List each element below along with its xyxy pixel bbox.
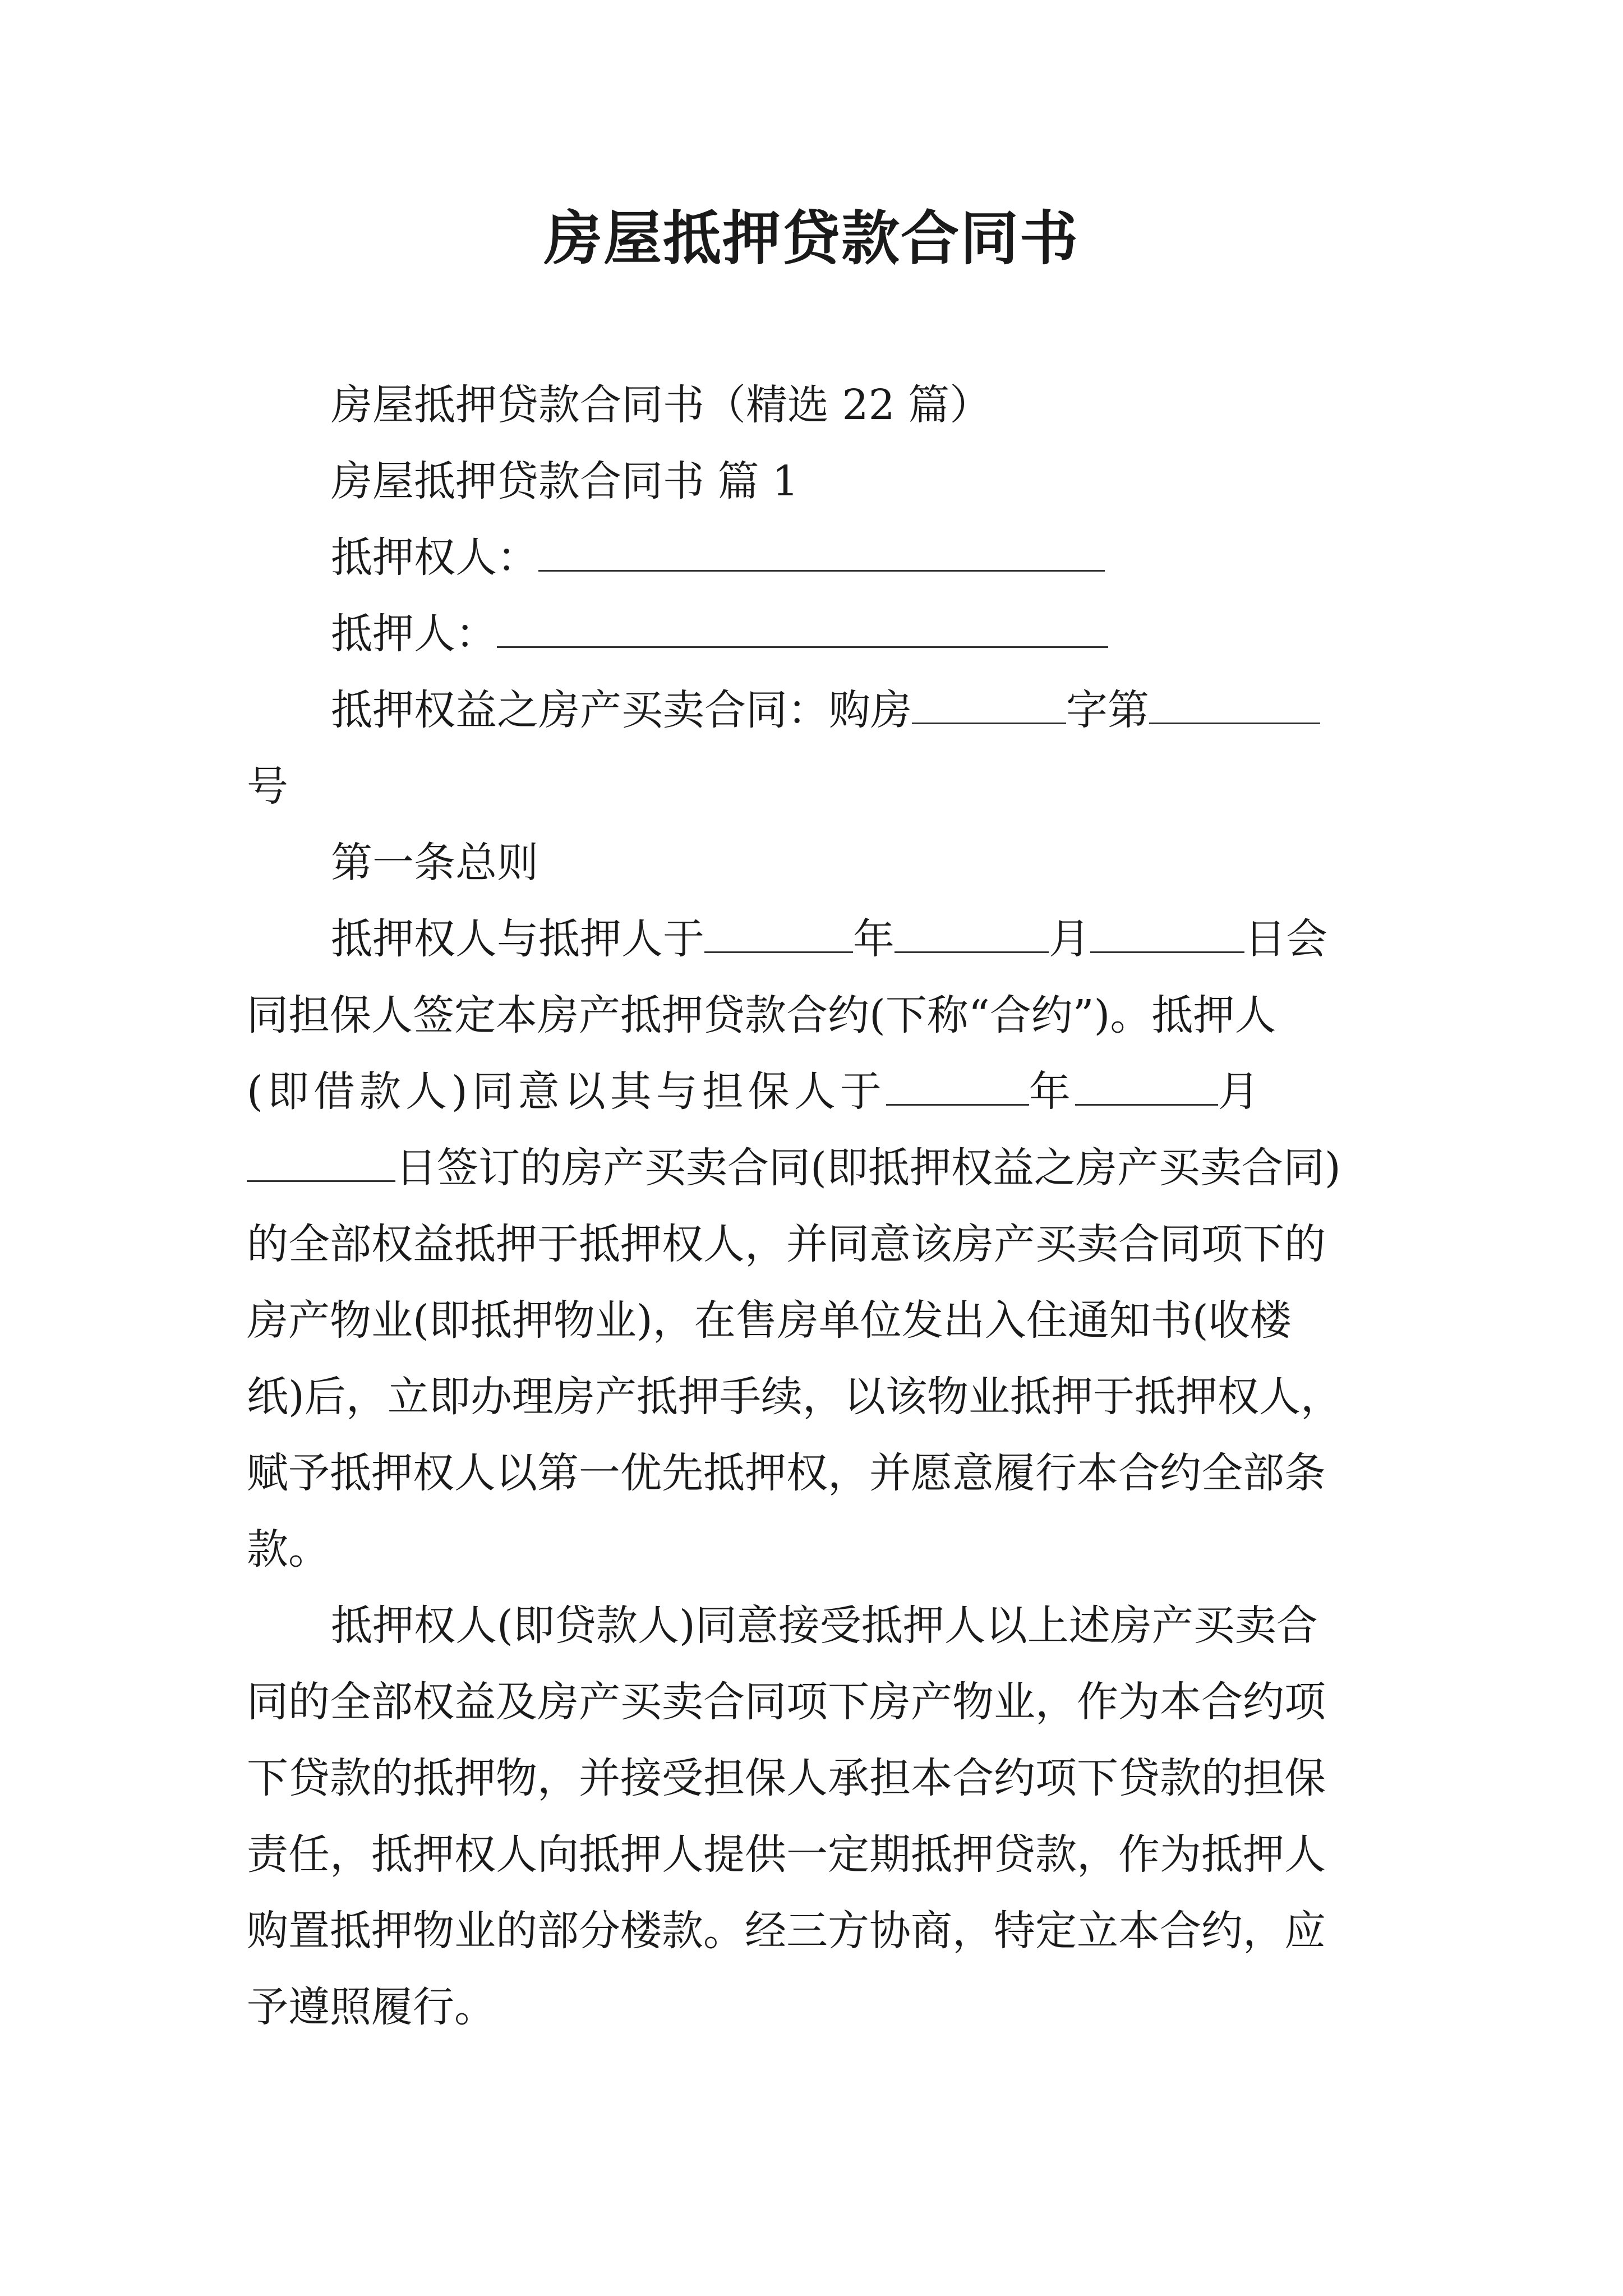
paragraph-line: (即借款人)同意以其与担保人于 年 月 bbox=[247, 1068, 1264, 1116]
day-blank[interactable] bbox=[1090, 918, 1244, 953]
paragraph-line: 日签订的房产买卖合同(即抵押权益之房产买卖合同) bbox=[247, 1140, 1341, 1196]
contract-blank-1[interactable] bbox=[912, 689, 1066, 724]
contract-line bbox=[331, 682, 1320, 738]
paragraph-line: 下贷款的抵押物，并接受担保人承担本合约项下贷款的担保 bbox=[247, 1754, 1326, 1802]
paragraph-line: 抵押权人与抵押人于 年 月 日会 bbox=[331, 915, 1327, 963]
article-heading: 第一条总则 bbox=[331, 839, 538, 887]
month-blank[interactable] bbox=[1075, 1070, 1218, 1106]
paragraph-line: 购置抵押物业的部分楼款。经三方协商，特定立本合约，应 bbox=[247, 1907, 1326, 1955]
section-heading: 房屋抵押贷款合同书 篇 1 bbox=[331, 457, 799, 505]
paragraph-line: 同的全部权益及房产买卖合同项下房产物业，作为本合约项 bbox=[247, 1678, 1326, 1726]
subtitle: 房屋抵押贷款合同书（精选 22 篇） bbox=[331, 381, 992, 429]
paragraph-line: 纸)后，立即办理房产抵押手续，以该物业抵押于抵押权人， bbox=[247, 1373, 1342, 1421]
paragraph-line: 款。 bbox=[247, 1525, 330, 1573]
contract-line-text: 抵押权益之房产买卖合同：购房 bbox=[331, 686, 912, 734]
mortgagor-label: 抵押人： bbox=[331, 610, 497, 658]
year-blank[interactable] bbox=[704, 918, 853, 953]
mortgagor-line bbox=[331, 606, 1108, 662]
year-blank[interactable] bbox=[886, 1070, 1029, 1106]
mortgagee-blank[interactable] bbox=[538, 536, 1105, 572]
paragraph-line: 抵押权人(即贷款人)同意接受抵押人以上述房产买卖合 bbox=[331, 1602, 1318, 1650]
day-blank[interactable] bbox=[247, 1147, 395, 1182]
mortgagee-label: 抵押权人： bbox=[331, 533, 538, 582]
paragraph-line: 同担保人签定本房产抵押贷款合约(下称“合约”)。抵押人 bbox=[247, 991, 1276, 1039]
contract-blank-2[interactable] bbox=[1149, 689, 1320, 724]
contract-line-text: 字第 bbox=[1066, 686, 1149, 734]
paragraph-line: 责任，抵押权人向抵押人提供一定期抵押贷款，作为抵押人 bbox=[247, 1830, 1326, 1879]
paragraph-line: 的全部权益抵押于抵押权人，并同意该房产买卖合同项下的 bbox=[247, 1220, 1326, 1268]
contract-line-end: 号 bbox=[247, 762, 288, 811]
paragraph-line: 予遵照履行。 bbox=[247, 1983, 496, 2031]
paragraph-line: 赋予抵押权人以第一优先抵押权，并愿意履行本合约全部条 bbox=[247, 1449, 1326, 1497]
mortgagee-line bbox=[331, 530, 1105, 586]
mortgagor-blank[interactable] bbox=[497, 613, 1108, 648]
month-blank[interactable] bbox=[895, 918, 1049, 953]
paragraph-line: 房产物业(即抵押物业)，在售房单位发出入住通知书(收楼 bbox=[247, 1296, 1292, 1345]
document-title: 房屋抵押贷款合同书 bbox=[543, 204, 1079, 273]
